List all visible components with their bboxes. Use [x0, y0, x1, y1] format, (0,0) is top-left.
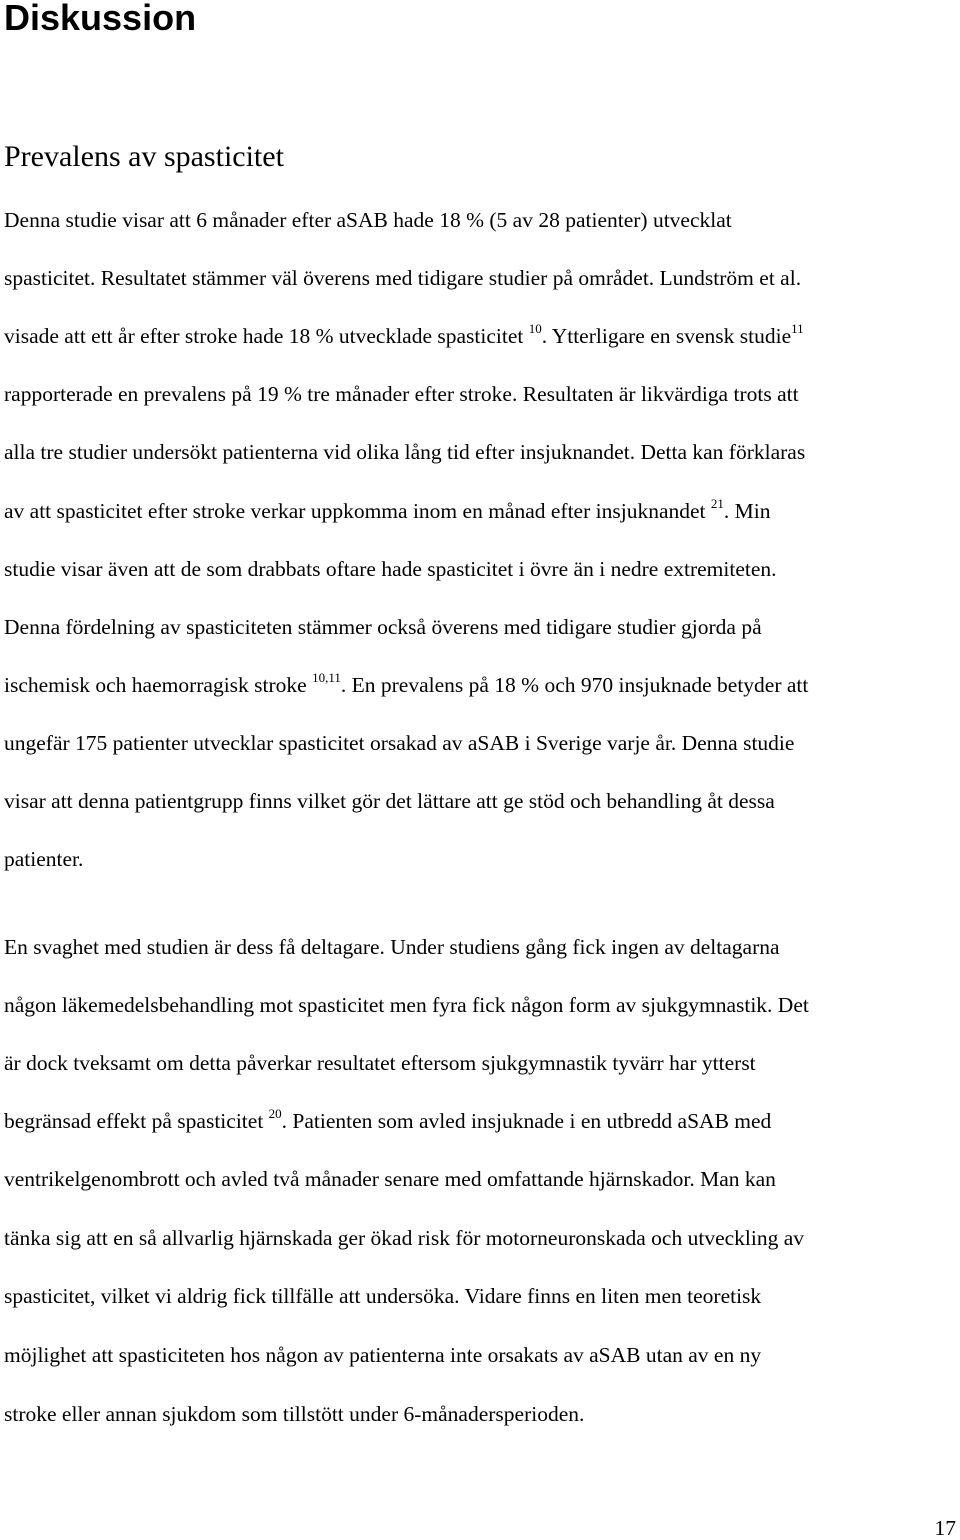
text-segment: begränsad effekt på spasticitet — [4, 1109, 269, 1133]
text-segment: . Min — [723, 499, 771, 523]
section-heading: Prevalens av spasticitet — [4, 140, 284, 173]
citation-superscript: 21 — [710, 496, 724, 511]
text-segment: ischemisk och haemorragisk stroke — [4, 673, 313, 697]
text-segment: av att spasticitet efter stroke verkar uppkomma inom en månad efter insjuknandet — [4, 499, 711, 523]
text-line: Denna studie visar att 6 månader efter aSAB hade 18 % (5 av 28 patienter) utvecklat — [4, 208, 732, 232]
text-line: patienter. — [4, 847, 84, 871]
text-line: möjlighet att spasticiteten hos någon av patienterna inte orsakats av aSAB utan av en ny — [4, 1343, 762, 1367]
text-line — [4, 497, 770, 528]
text-segment: visade att ett år efter stroke hade 18 % utvecklade spasticitet — [4, 324, 529, 348]
text-line: någon läkemedelsbehandling mot spasticitet men fyra fick någon form av sjukgymnastik. Det — [4, 993, 809, 1017]
citation-superscript: 20 — [268, 1106, 282, 1121]
text-line: En svaghet med studien är dess få deltagare. Under studiens gång fick ingen av deltagarna — [4, 935, 780, 959]
text-line — [4, 1107, 771, 1138]
text-segment: . Patienten som avled insjuknade i en utbredd aSAB med — [281, 1109, 772, 1133]
text-line: studie visar även att de som drabbats oftare hade spasticitet i övre än i nedre extremiteten. — [4, 557, 777, 581]
citation-superscript: 11 — [791, 321, 804, 336]
text-line: Denna fördelning av spasticiteten stämmer också överens med tidigare studier gjorda på — [4, 615, 762, 639]
text-line: ventrikelgenombrott och avled två månader senare med omfattande hjärnskador. Man kan — [4, 1167, 776, 1191]
page-title: Diskussion — [4, 0, 197, 38]
text-line: visar att denna patientgrupp finns vilket gör det lättare att ge stöd och behandling åt dessa — [4, 789, 775, 813]
text-line: ungefär 175 patienter utvecklar spasticitet orsakad av aSAB i Sverige varje år. Denna studie — [4, 731, 795, 755]
text-line — [4, 322, 804, 353]
text-line: rapporterade en prevalens på 19 % tre månader efter stroke. Resultaten är likvärdiga trots att — [4, 382, 799, 406]
page-number: 17 — [934, 1516, 956, 1540]
text-line: tänka sig att en så allvarlig hjärnskada ger ökad risk för motorneuronskada och utveckling av — [4, 1226, 805, 1250]
citation-superscript: 10 — [528, 321, 542, 336]
citation-superscript: 10,11 — [312, 670, 341, 685]
text-line: stroke eller annan sjukdom som tillstött under 6-månadersperioden. — [4, 1402, 585, 1426]
text-line: spasticitet. Resultatet stämmer väl överens med tidigare studier på området. Lundström et al. — [4, 266, 802, 290]
text-line: spasticitet, vilket vi aldrig fick tillfälle att undersöka. Vidare finns en liten men teoretisk — [4, 1284, 762, 1308]
text-segment: . En prevalens på 18 % och 970 insjuknade betyder att — [340, 673, 809, 697]
text-line: alla tre studier undersökt patienterna vid olika lång tid efter insjuknandet. Detta kan förklaras — [4, 440, 806, 464]
text-line: är dock tveksamt om detta påverkar resultatet eftersom sjukgymnastik tyvärr har ytterst — [4, 1051, 756, 1075]
text-segment: . Ytterligare en svensk studie — [541, 324, 792, 348]
text-line — [4, 671, 808, 702]
